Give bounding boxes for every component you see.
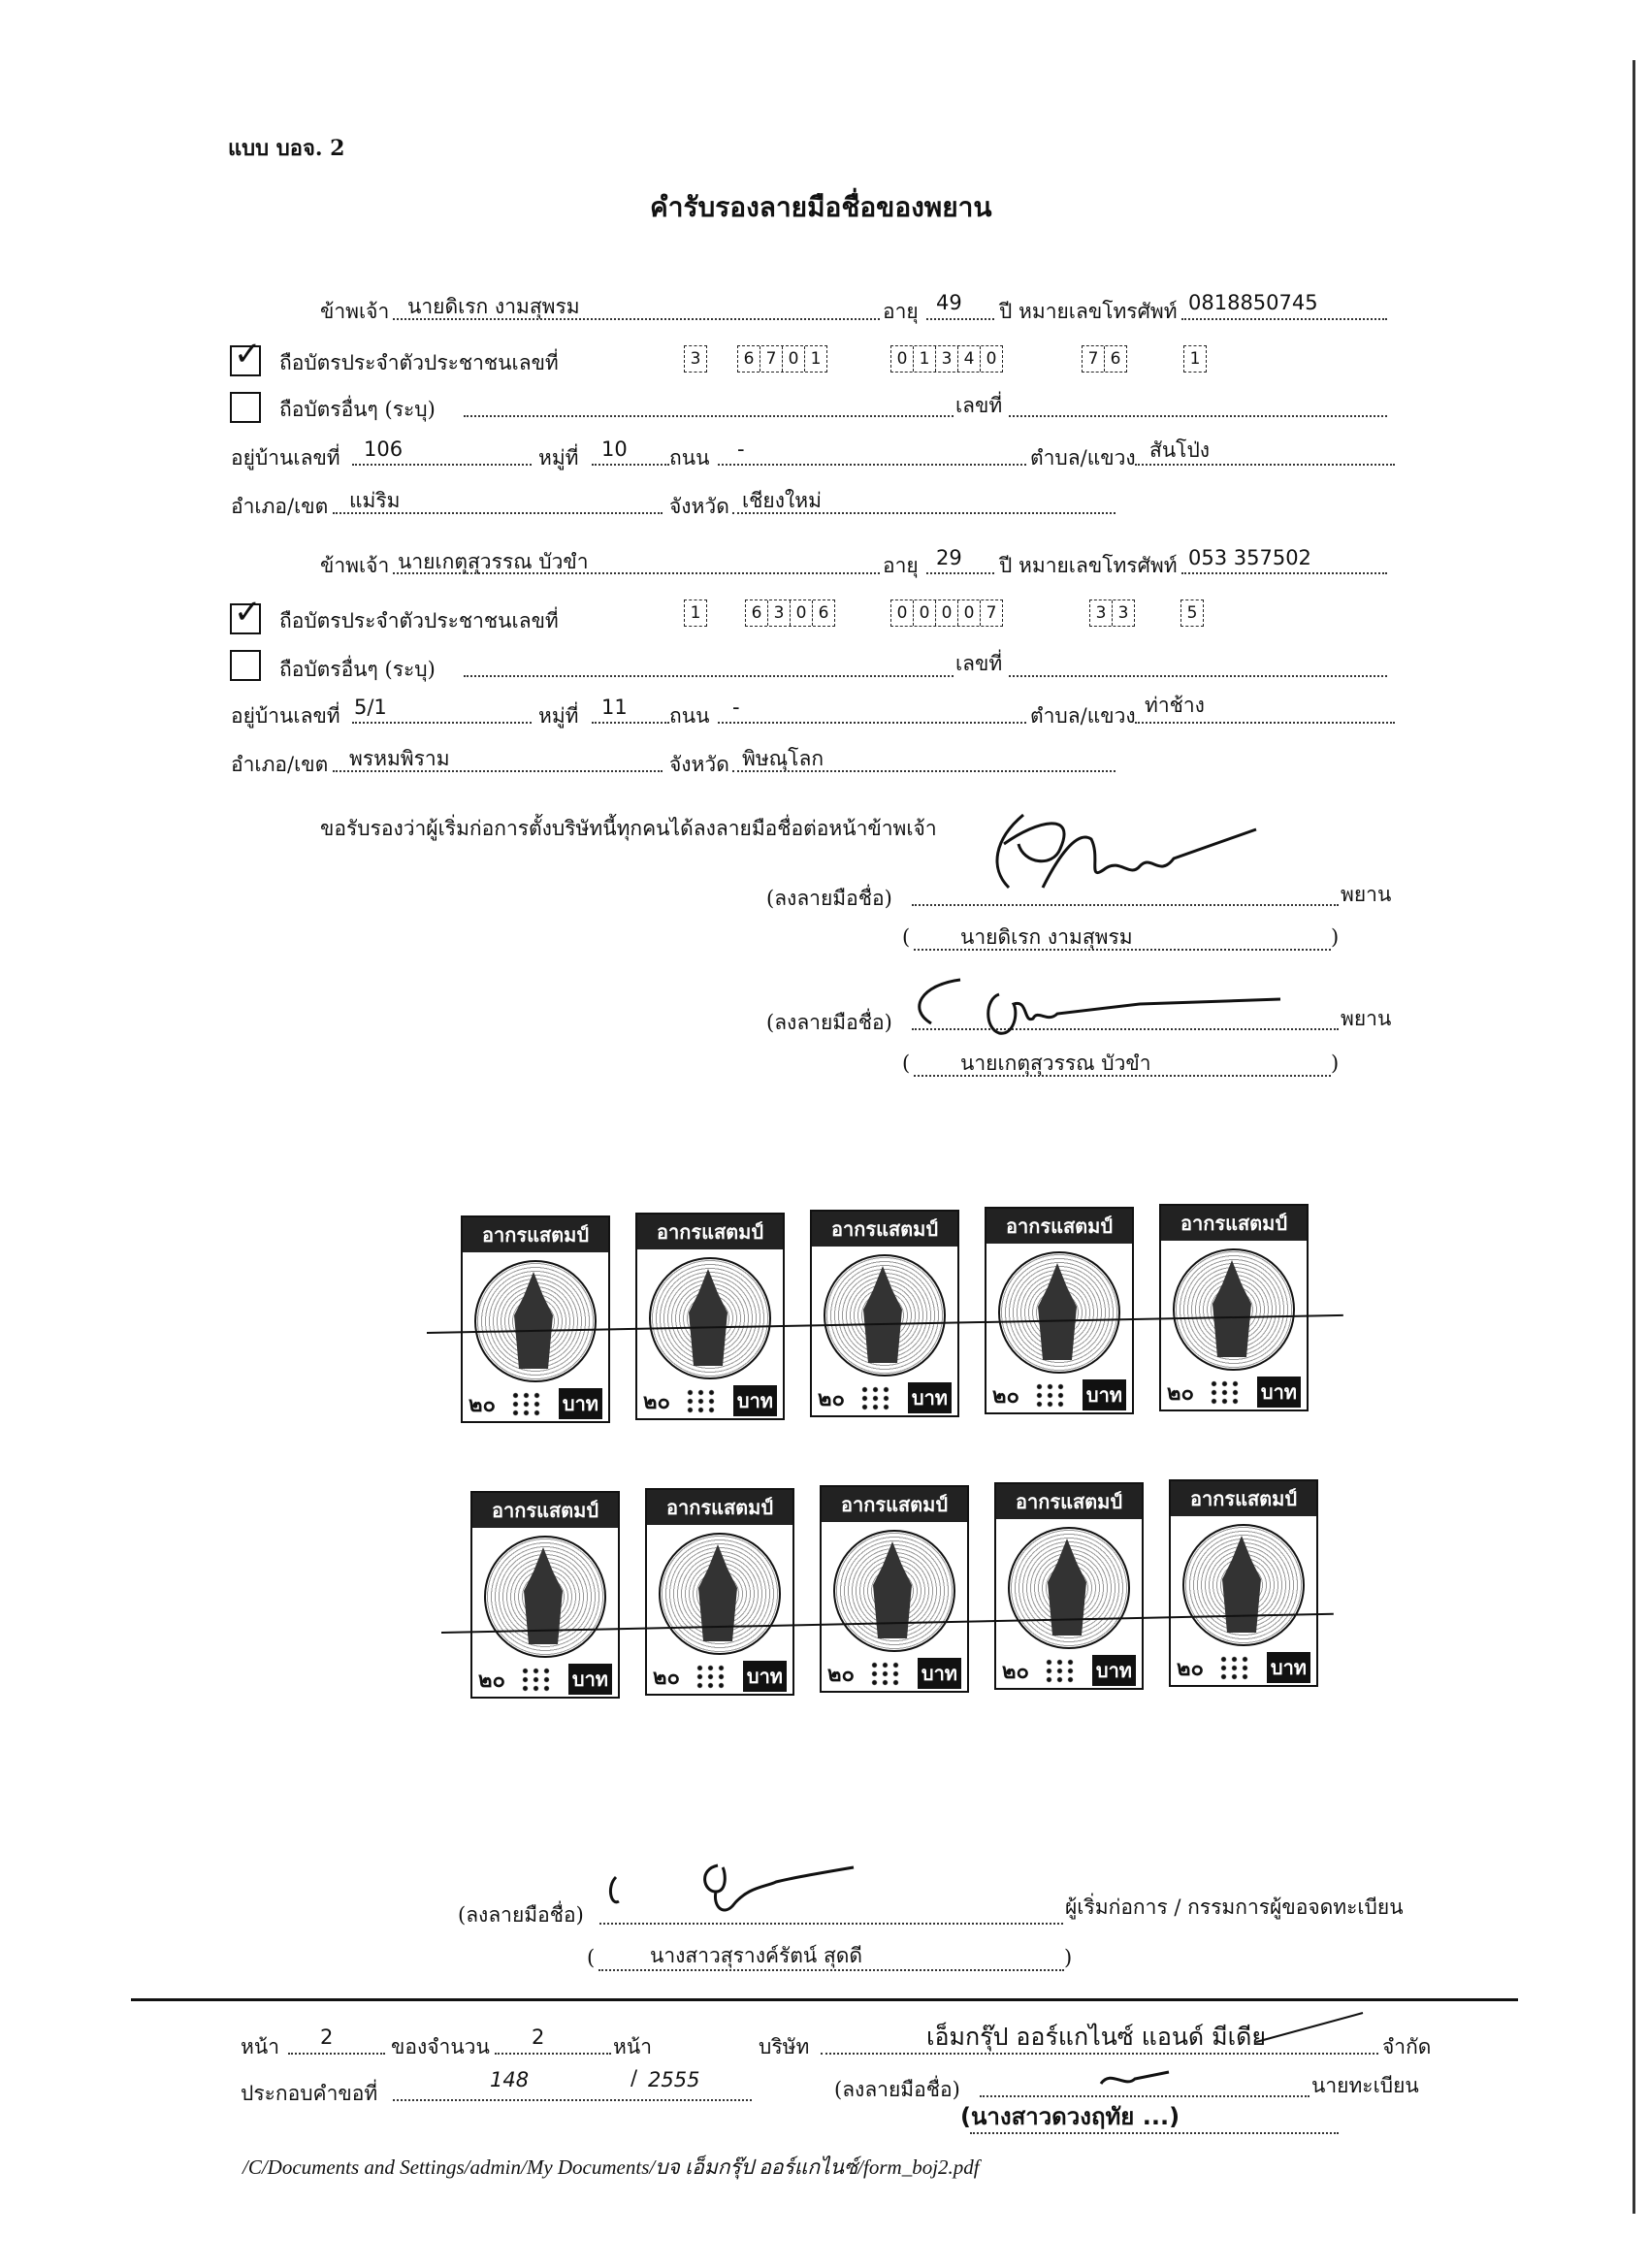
stamp-pattern	[1209, 1379, 1242, 1405]
total-pages: 2	[532, 2025, 545, 2049]
sign-label: (ลงลายมือชื่อ)	[766, 887, 892, 910]
page-title: คำรับรองลายมือชื่อของพยาน	[650, 191, 992, 223]
stamp-pattern	[859, 1385, 892, 1410]
witness-1-house-no: 106	[364, 437, 404, 461]
witness-1-name: นายดิเรก งามสุพรม	[407, 295, 580, 318]
number-label: เลขที่	[955, 652, 1003, 675]
stamp-header: อากรแสตมป์	[1171, 1481, 1316, 1516]
sign-label: (ลงลายมือชื่อ)	[766, 1011, 892, 1034]
witness-2-printed-name-open: (	[902, 1052, 911, 1075]
stamp-pattern	[1034, 1382, 1067, 1408]
witness-1-subdistrict: สันโป่ง	[1149, 438, 1211, 462]
stamp-value: ๒๐	[643, 1389, 670, 1414]
promoter-signature	[601, 1848, 863, 1926]
stamp-currency: บาท	[568, 1664, 612, 1695]
promoter-name-close: )	[1064, 1946, 1073, 1969]
request-no-label: ประกอบคำขอที่	[241, 2082, 378, 2105]
witness-1-printed-name-open: (	[902, 925, 911, 949]
stamp-pattern	[695, 1664, 728, 1689]
stamp-currency: บาท	[743, 1661, 787, 1692]
witness-2-moo: 11	[601, 696, 628, 719]
sign-label: (ลงลายมือชื่อ)	[834, 2078, 960, 2101]
witness-1-printed-name-close: )	[1331, 925, 1340, 949]
revenue-stamp	[985, 1207, 1134, 1414]
stamp-currency: บาท	[918, 1658, 961, 1689]
witness-2-other-card-checkbox[interactable]	[230, 650, 261, 681]
revenue-stamp	[1169, 1479, 1318, 1687]
witness-1-printed-name: นายดิเรก งามสุพรม	[960, 925, 1133, 949]
road-label: ถนน	[669, 704, 710, 728]
witness-2-signature	[902, 970, 1290, 1057]
witness-1-id-checkbox[interactable]	[230, 335, 262, 376]
stamp-value: ๒๐	[1167, 1380, 1194, 1406]
district-label: อำเภอ/เขต	[231, 495, 329, 518]
file-path: /C/Documents and Settings/admin/My Documents/บจ เอ็มกรุ๊ป ออร์แกไนซ์/form_boj2.pdf	[242, 2155, 980, 2179]
of-total-label: ของจำนวน	[391, 2035, 490, 2058]
stamp-header: อากรแสตมป์	[812, 1212, 957, 1247]
witness-1-moo: 10	[601, 437, 628, 461]
witness-label: พยาน	[1341, 1007, 1392, 1030]
stamp-value: ๒๐	[478, 1668, 505, 1693]
request-separator: /	[630, 2066, 638, 2090]
stamp-value: ๒๐	[653, 1665, 680, 1690]
witness-2-age: 29	[936, 546, 962, 569]
witness-1-phone: 0818850745	[1188, 291, 1318, 314]
witness-1-district: แม่ริม	[349, 489, 401, 512]
stamp-header: อากรแสตมป์	[637, 1215, 783, 1249]
stamp-currency: บาท	[1092, 1655, 1136, 1686]
house-no-label: อยู่บ้านเลขที่	[231, 704, 340, 728]
witness-2-subdistrict: ท่าช้าง	[1145, 694, 1205, 717]
revenue-stamp	[820, 1485, 969, 1693]
registrar-signature	[1096, 2064, 1174, 2093]
check-icon: ✓	[234, 593, 262, 632]
age-label: อายุ	[883, 554, 919, 577]
revenue-stamp	[994, 1482, 1144, 1690]
stamp-header: อากรแสตมป์	[986, 1209, 1132, 1244]
witness-2-district: พรหมพิราม	[349, 747, 450, 770]
id-card-label: ถือบัตรประจำตัวประชาชนเลขที่	[279, 351, 559, 374]
number-label: เลขที่	[955, 394, 1003, 417]
stamp-pattern	[520, 1667, 553, 1692]
stamp-value: ๒๐	[1177, 1656, 1204, 1681]
other-card-label: ถือบัตรอื่นๆ (ระบุ)	[279, 658, 436, 681]
witness-1-road: -	[737, 437, 745, 461]
revenue-stamp	[810, 1210, 959, 1417]
promoter-name-open: (	[587, 1946, 596, 1969]
promoter-name: นางสาวสุรางค์รัตน์ สุดดี	[650, 1944, 863, 1967]
registrar-name: (นางสาวดวงฤทัย ...)	[960, 2103, 1180, 2130]
witness-2-printed-name: นายเกตุสุวรรณ บัวขำ	[960, 1052, 1151, 1075]
moo-label: หมู่ที่	[538, 446, 579, 470]
stamp-header: อากรแสตมป์	[996, 1484, 1142, 1519]
revenue-stamp	[645, 1488, 794, 1696]
stamp-value: ๒๐	[469, 1392, 496, 1417]
witness-2-name: นายเกตุสุวรรณ บัวขำ	[398, 550, 589, 573]
company-label: บริษัท	[759, 2035, 810, 2058]
stamp-header: อากรแสตมป์	[1161, 1206, 1307, 1241]
registrar-label: นายทะเบียน	[1311, 2074, 1419, 2097]
limited-label: จำกัด	[1382, 2035, 1432, 2058]
stamp-pattern	[1218, 1655, 1251, 1680]
stamp-header: อากรแสตมป์	[647, 1490, 792, 1525]
stamp-header: อากรแสตมป์	[472, 1493, 618, 1528]
witness-1-age: 49	[936, 291, 962, 314]
stamp-value: ๒๐	[818, 1386, 845, 1411]
phone-label: ปี หมายเลขโทรศัพท์	[999, 554, 1178, 577]
stamp-pattern	[869, 1661, 902, 1686]
revenue-stamp	[1159, 1204, 1309, 1411]
stamp-currency: บาท	[908, 1382, 952, 1413]
province-label: จังหวัด	[669, 753, 729, 776]
request-no: 148	[490, 2068, 530, 2091]
witness-1-other-card-checkbox[interactable]	[230, 392, 261, 423]
stamp-header: อากรแสตมป์	[822, 1487, 967, 1522]
form-code: แบบ บอจ. 2	[228, 136, 345, 161]
page-number: 2	[320, 2025, 334, 2049]
witness-label: พยาน	[1341, 883, 1392, 906]
certify-text: ขอรับรองว่าผู้เริ่มก่อการตั้งบริษัทนี้ทุกคนได้ลงลายมือชื่อต่อหน้าข้าพเจ้า	[320, 817, 937, 840]
age-label: อายุ	[883, 300, 919, 323]
stamp-value: ๒๐	[1002, 1659, 1029, 1684]
witness-2-printed-name-close: )	[1331, 1052, 1340, 1075]
subdistrict-label: ตำบล/แขวง	[1030, 446, 1136, 470]
sign-label: (ลงลายมือชื่อ)	[458, 1903, 584, 1927]
witness-2-province: พิษณุโลก	[742, 747, 824, 770]
request-year: 2555	[648, 2068, 700, 2091]
witness-1-signature	[985, 800, 1276, 907]
stamp-pattern	[685, 1388, 718, 1413]
other-card-label: ถือบัตรอื่นๆ (ระบุ)	[279, 398, 436, 421]
witness-2-phone: 053 357502	[1188, 546, 1311, 569]
stamp-currency: บาท	[559, 1388, 602, 1419]
scan-edge-line	[1633, 60, 1635, 2214]
stamp-pattern	[1044, 1658, 1077, 1683]
witness-2-id-checkbox[interactable]	[230, 593, 262, 634]
company-strike-mark	[1251, 2008, 1368, 2047]
witness-2-house-no: 5/1	[354, 696, 387, 719]
subdistrict-label: ตำบล/แขวง	[1030, 704, 1136, 728]
road-label: ถนน	[669, 446, 710, 470]
stamp-currency: บาท	[1257, 1377, 1301, 1408]
revenue-stamp	[635, 1213, 785, 1420]
check-icon: ✓	[234, 335, 262, 373]
footer-divider	[131, 1998, 1518, 2001]
document-page: แบบ บอจ. 2 คำรับรองลายมือชื่อของพยาน ข้าพเจ้า นายดิเรก งามสุพรม อายุ 49 ปี หมายเลขโทรศัพท์ 0818850745 ✓ ถือบัตรประจำตัวประชาชนเลขที่ 3 6 7 0 1 0 1 3 4 0 7 6 1 ถือบัตรอื่นๆ (ระบุ) เลขที่ อยู่บ้านเลขที่ 106 หมู่ที่ 10 ถนน - ตำบล/แขวง สันโป่ง อำเภอ/เขต แม่ริม จังหวัด เชียงใหม่ ข้าพเจ้า นายเกตุสุวรรณ บัวขำ อายุ 29 ปี หมายเลขโทรศัพท์ 053 357502 ✓ ถือบัตรประจำตัวประชาชนเลขที่ 1 6 3 0 6 0 0 0 0 7 3 3 5 ถือบัตรอื่นๆ (ระบุ) เลขที่ อยู่บ้านเลขที่ 5/1 หมู่ที่ 11 ถนน - ตำบล/แขวง ท่าช้าง อำเภอ/เขต พรหมพิราม จังหวัด พิษณุโลก ขอรับรองว่าผู้เริ่มก่อการตั้งบริษัทนี้ทุกคนได้ลงลายมือชื่อต่อหน้าข้าพเจ้า (ลงลายมือชื่อ) พยาน ( นายดิเรก งามสุพรม ) (ลงลายมือชื่อ) พยาน ( นายเกตุสุวรรณ บัวขำ ) อากรแสตมป์ ๒๐ บาท อากรแสตมป์ ๒๐ บาท อากรแสตมป์ ๒๐ บาท อากรแสตมป์ ๒๐ บาท อากรแสตมป์ ๒๐ บาท อากรแสตมป์ ๒๐ บาท อากรแสตมป์ ๒๐ บาท อากรแสตมป์ ๒๐ บาท อากรแสตมป์ ๒๐ บาท อากรแสตมป์ ๒๐ บาท (ลงลายมือชื่อ) ผู้เริ่มก่อการ / กรรมการผู้ขอจดทะเบียน ( นางสาวสุรางค์รัตน์ สุดดี ) หน้า 2 ของจำนวน 2 หน้า บริษัท เอ็มกรุ๊ป ออร์แกไนซ์ แอนด์ มีเดีย จำกัด ประกอบคำขอที่ 148 / 2555 (ลงลายมือชื่อ) นายทะเบียน (นางสาวดวงฤทัย ...) /C/Documents and Settings/admin/My Documents/บจ เอ็มกรุ๊ป ออร์แกไนซ์/form_boj2.pdf	[0, 0, 1649, 2268]
page-label: หน้า	[241, 2035, 279, 2058]
revenue-stamp	[461, 1215, 610, 1423]
witness-2-road: -	[732, 696, 740, 719]
id-card-label: ถือบัตรประจำตัวประชาชนเลขที่	[279, 609, 559, 632]
stamp-currency: บาท	[1267, 1652, 1310, 1683]
i-am-label: ข้าพเจ้า	[320, 554, 390, 577]
page-unit-label: หน้า	[613, 2035, 652, 2058]
district-label: อำเภอ/เขต	[231, 753, 329, 776]
stamp-pattern	[510, 1391, 543, 1416]
i-am-label: ข้าพเจ้า	[320, 300, 390, 323]
stamp-currency: บาท	[1083, 1379, 1126, 1410]
promoter-label: ผู้เริ่มก่อการ / กรรมการผู้ขอจดทะเบียน	[1065, 1895, 1404, 1919]
stamp-header: อากรแสตมป์	[463, 1217, 608, 1252]
stamp-value: ๒๐	[827, 1662, 855, 1687]
moo-label: หมู่ที่	[538, 704, 579, 728]
company-name: เอ็มกรุ๊ป ออร์แกไนซ์ แอนด์ มีเดีย	[926, 2023, 1267, 2051]
stamp-value: ๒๐	[992, 1383, 1019, 1409]
phone-label: ปี หมายเลขโทรศัพท์	[999, 300, 1178, 323]
revenue-stamp	[470, 1491, 620, 1699]
stamp-currency: บาท	[733, 1385, 777, 1416]
house-no-label: อยู่บ้านเลขที่	[231, 446, 340, 470]
province-label: จังหวัด	[669, 495, 729, 518]
witness-1-province: เชียงใหม่	[742, 489, 822, 512]
